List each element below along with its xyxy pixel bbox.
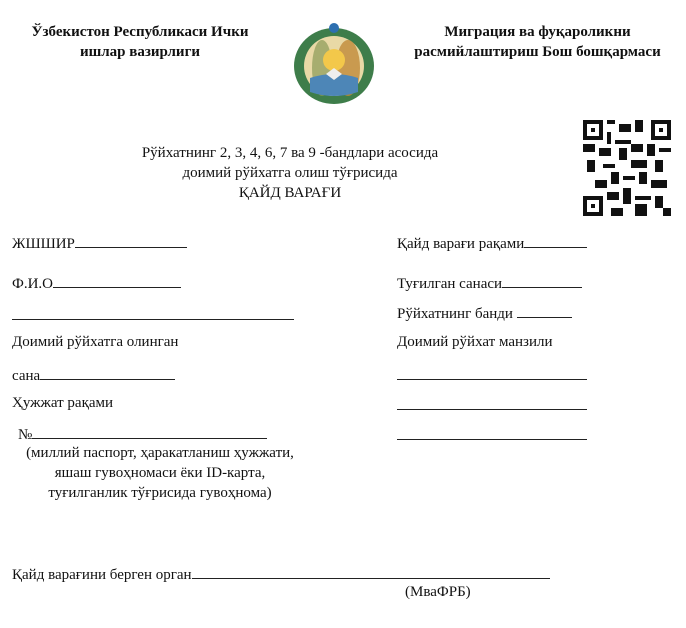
address-label: Доимий рўйхат манзили	[397, 334, 553, 350]
department-line-2: расмийлаштириш Бош бошқармаси	[414, 44, 661, 60]
address-line-3[interactable]	[397, 425, 587, 445]
jshshir-field[interactable]	[12, 233, 187, 253]
number-sign: №	[18, 427, 33, 443]
fio-field[interactable]	[12, 273, 181, 293]
doc-note-line-2: яшаш гувоҳномаси ёки ID-карта,	[54, 465, 266, 481]
date-label: сана	[12, 368, 41, 384]
doc-note-line-1: (миллий паспорт, ҳаракатланиш ҳужжати,	[26, 445, 294, 461]
ministry-line-1: Ўзбекистон Республикаси Ички	[31, 24, 249, 40]
issuer-label: Қайд варағини берген орган	[12, 567, 192, 583]
issuer-field[interactable]	[12, 564, 550, 584]
clause-label: Рўйхатнинг банди	[397, 306, 513, 322]
fio-continuation-line[interactable]	[12, 305, 294, 325]
registered-label: Доимий рўйхатга олинган	[12, 334, 179, 350]
fio-label: Ф.И.О	[12, 276, 54, 292]
document-title	[90, 143, 490, 203]
clause-field[interactable]	[397, 303, 572, 323]
qr-code-icon	[583, 120, 671, 216]
ministry-line-2: ишлар вазирлиги	[79, 44, 201, 60]
doc-note-line-3: туғилганлик тўғрисида гувоҳнома)	[48, 485, 272, 501]
doc-number-label: Ҳужжат рақами	[12, 395, 114, 411]
doc-type-note	[10, 443, 310, 503]
doc-number-field[interactable]	[18, 424, 267, 444]
address-line-1[interactable]	[397, 365, 587, 385]
department-line-1: Миграция ва фуқароликни	[444, 24, 631, 40]
title-heading: ҚАЙД ВАРАҒИ	[238, 185, 342, 201]
card-number-field[interactable]	[397, 233, 587, 253]
title-line-2: доимий рўйхатга олиш тўғрисида	[182, 165, 398, 181]
issuer-note: (МваФРБ)	[405, 584, 471, 600]
card-number-label: Қайд варағи рақами	[397, 236, 525, 252]
ministry-name	[10, 22, 270, 62]
birth-date-label: Туғилган санаси	[397, 276, 503, 292]
date-field[interactable]	[12, 365, 175, 385]
birth-date-field[interactable]	[397, 273, 582, 293]
state-emblem-icon	[288, 22, 380, 106]
department-name	[395, 22, 680, 62]
title-line-1: Рўйхатнинг 2, 3, 4, 6, 7 ва 9 -бандлари асосида	[141, 145, 439, 161]
address-line-2[interactable]	[397, 395, 587, 415]
jshshir-label: ЖШШИР	[12, 236, 75, 252]
